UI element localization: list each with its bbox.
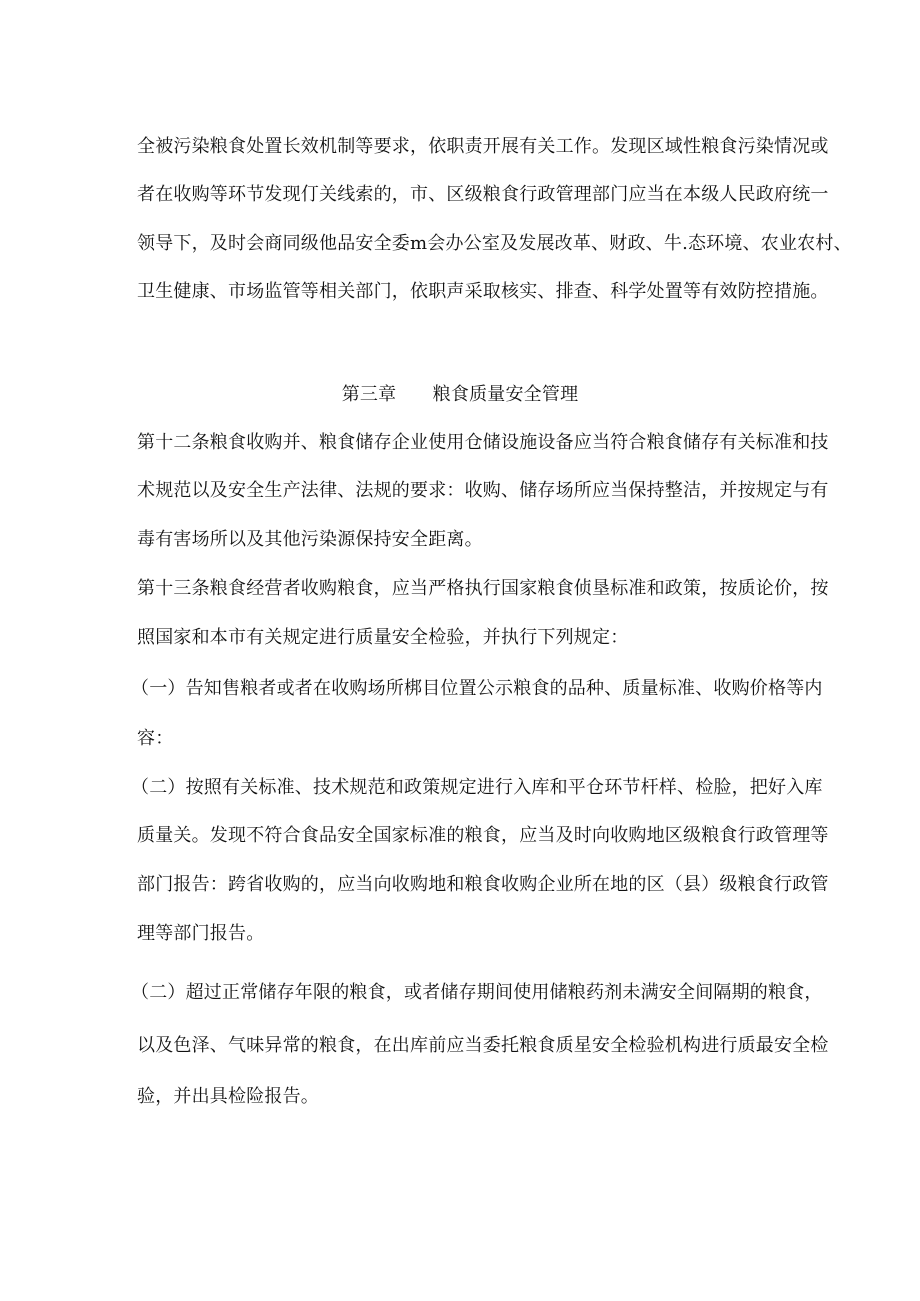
article-12-line-2: 术规范以及安全生产法律、法规的要求：收购、储存场所应当保持整洁，并按规定与有 (137, 480, 829, 501)
article-13-line-2: 照国家和本市有关规定进行质量安全检验，并执行下列规定： (137, 627, 629, 648)
article-12-line-1: 第十二条粮食收购并、粮食储存企业使用仓储设施设备应当符合粮食储存有关标准和技 (137, 432, 829, 453)
article-12-line-3: 毒有害场所以及其他污染源保持安全距离。 (137, 529, 483, 550)
item-2b-line-2: 以及色泽、气味异常的粮食，在出库前应当委托粮食质星安全检验机构进行质最安全检 (137, 1035, 829, 1056)
intro-line-3: 领导下，及时会商同级他品安全委m会办公室及发展改革、财政、牛.态环境、农业农村、 (137, 233, 852, 254)
item-2a-line-4: 理等部门报告。 (137, 923, 265, 944)
chapter-heading: 第三章 粮食质量安全管理 (341, 384, 579, 405)
item-1-line-1: （一）告知售粮者或者在收购场所梆目位置公示粮食的品种、质量标准、收购价格等内 (131, 678, 823, 699)
item-2b-line-3: 验，并出具检险报告。 (137, 1086, 319, 1107)
intro-line-2: 者在收购等环节发现仃关线索的，市、区级粮食行政管理部门应当在本级人民政府统一 (137, 184, 829, 205)
item-2a-line-1: （二）按照有关标准、技术规范和政策规定进行入库和平仓环节杆样、检脸，把好入库 (131, 777, 823, 798)
item-2b-line-1: （二）超过正常储存年限的粮食，或者储存期间使用储粮药剂未满安全间隔期的粮食， (131, 982, 823, 1003)
intro-line-4: 卫生健康、市场监管等相关部门，依职声采取核实、排查、科学处置等有效防控措施。 (137, 281, 829, 302)
item-2a-line-3: 部门报告：跨省收购的，应当向收购地和粮食收购企业所在地的区（县）级粮食行政管 (137, 874, 829, 895)
article-13-line-1: 第十三条粮食经营者收购粮食，应当严格执行国家粮食侦垦标准和政策，按质论价，按 (137, 578, 829, 599)
item-2a-line-2: 质量关。发现不符合食品安全国家标准的粮食，应当及时向收购地区级粮食行政管理等 (137, 825, 829, 846)
item-1-line-2: 容： (137, 728, 174, 749)
intro-line-1: 全被污染粮食处置长效机制等要求，依职责开展有关工作。发现区域性粮食污染情况或 (137, 136, 829, 157)
